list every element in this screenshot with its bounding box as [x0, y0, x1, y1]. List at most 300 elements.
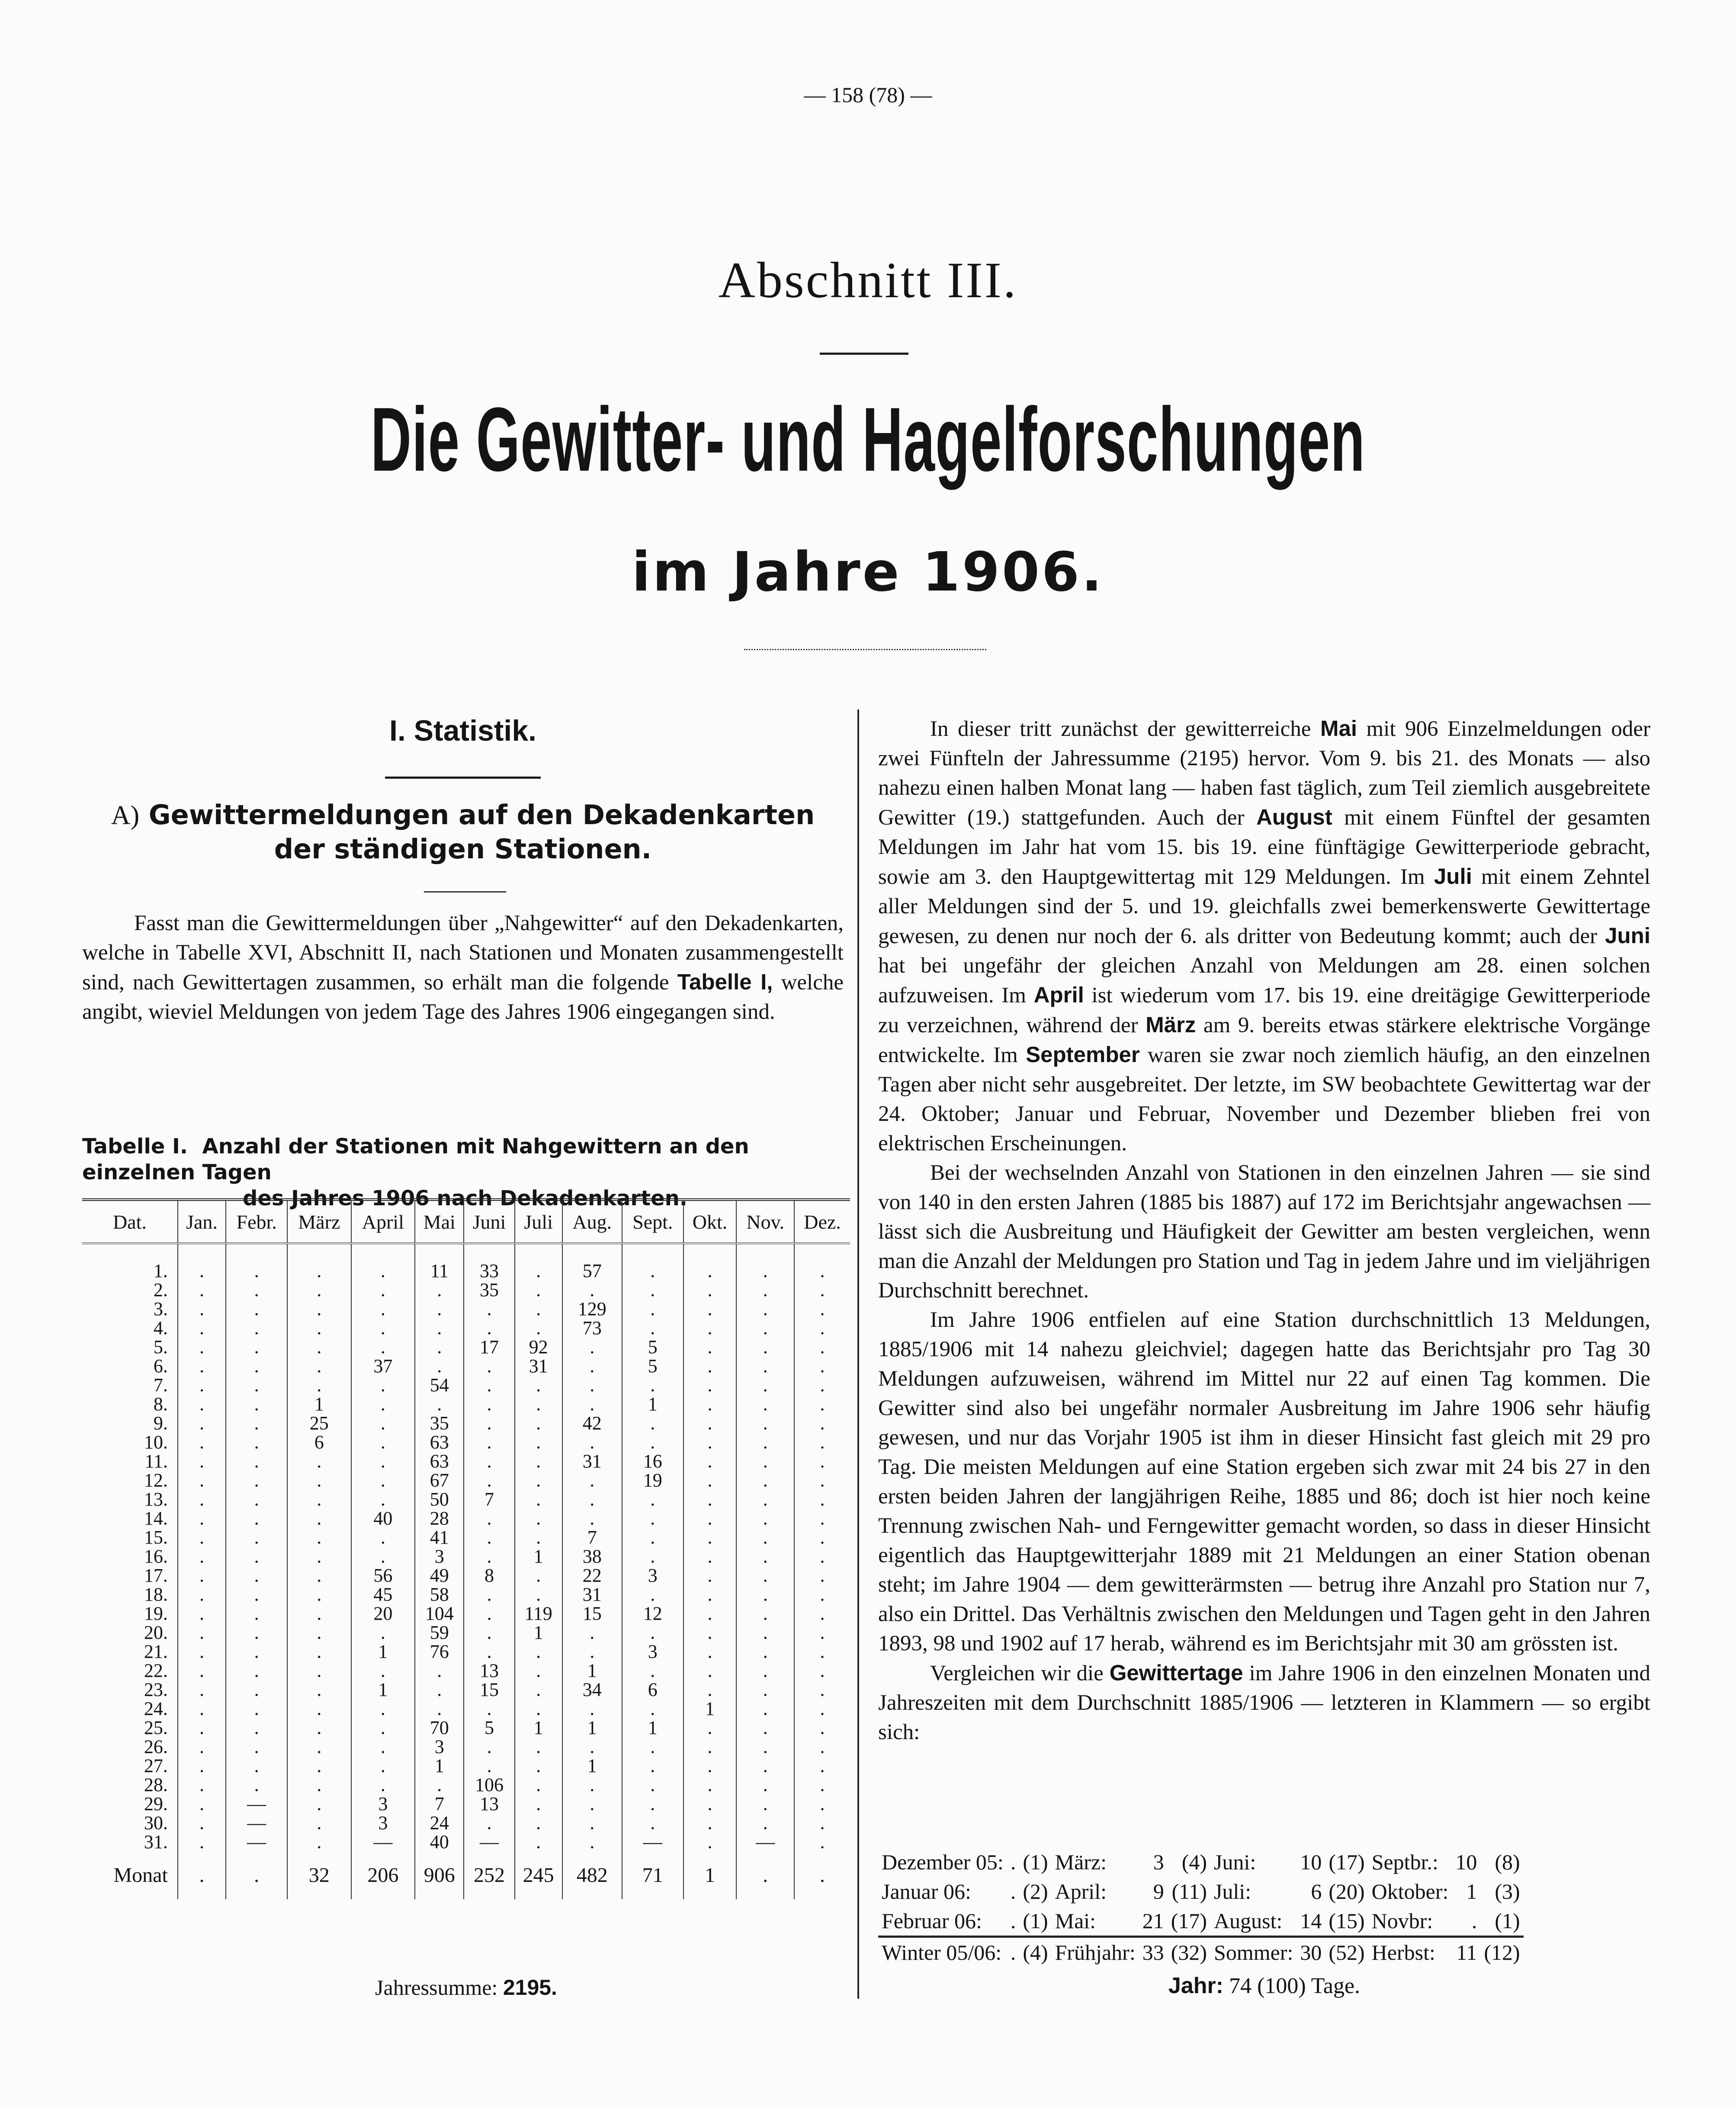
table-cell: . — [562, 1814, 622, 1833]
table-cell: 63 — [415, 1433, 464, 1452]
rule-under-section — [820, 353, 908, 355]
table-cell: . — [178, 1718, 226, 1737]
table-cell: . — [794, 1433, 850, 1452]
table-cell: . — [736, 1528, 794, 1547]
table-cell: . — [683, 1300, 737, 1319]
table-cell: . — [226, 1756, 287, 1775]
table-cell: . — [562, 1395, 622, 1414]
table-cell: . — [287, 1833, 351, 1852]
table-cell: 63 — [415, 1452, 464, 1471]
table-total-cell: Monat — [113, 1864, 168, 1887]
table-cell: . — [287, 1814, 351, 1833]
table-cell: . — [287, 1281, 351, 1300]
table-cell: . — [178, 1585, 226, 1604]
table-cell: 22 — [562, 1566, 622, 1585]
table-cell: . — [562, 1338, 622, 1357]
table-cell: . — [178, 1509, 226, 1528]
emphasis-term: August — [1256, 805, 1332, 829]
table-cell: . — [226, 1281, 287, 1300]
table-cell: . — [794, 1357, 850, 1376]
table-total-row — [82, 1852, 850, 1899]
table-cell: . — [464, 1547, 514, 1566]
emphasis-term: Juli — [1434, 864, 1472, 889]
table-cell: . — [622, 1814, 683, 1833]
table-cell: . — [736, 1604, 794, 1623]
table-cell: . — [736, 1319, 794, 1338]
page-subtitle: im Jahre 1906. — [632, 541, 1104, 604]
table-cell: . — [622, 1490, 683, 1509]
table-cell: . — [226, 1433, 287, 1452]
table-cell: . — [562, 1642, 622, 1661]
table-cell: . — [515, 1833, 562, 1852]
table-row — [82, 1737, 850, 1756]
table-cell: . — [226, 1395, 287, 1414]
comparison-label: Septbr.: — [1371, 1850, 1438, 1874]
comparison-mean: (12) — [1480, 1937, 1523, 1968]
comparison-mean: (3) — [1495, 1879, 1520, 1904]
table-cell: 92 — [515, 1338, 562, 1357]
daily-thunderstorm-table — [82, 1198, 850, 1899]
table-cell: . — [515, 1585, 562, 1604]
table-cell: . — [415, 1699, 464, 1718]
table-cell: . — [622, 1737, 683, 1756]
table-cell: . — [287, 1376, 351, 1395]
table-cell: 70 — [415, 1718, 464, 1737]
table-cell: 40 — [415, 1833, 464, 1852]
table-cell: . — [683, 1338, 737, 1357]
table-cell: . — [794, 1699, 850, 1718]
table-header-row — [82, 1200, 850, 1243]
table-cell: . — [287, 1319, 351, 1338]
table-cell: 22. — [144, 1660, 168, 1681]
table-cell: 35 — [464, 1281, 514, 1300]
comparison-mean: (2) — [1023, 1879, 1048, 1904]
table-cell: . — [736, 1471, 794, 1490]
table-cell: . — [178, 1490, 226, 1509]
table-cell: . — [178, 1414, 226, 1433]
comparison-value: . — [1010, 1850, 1016, 1874]
table-row — [82, 1490, 850, 1509]
table-cell: . — [287, 1699, 351, 1718]
table-row — [82, 1795, 850, 1814]
table-cell: . — [515, 1395, 562, 1414]
table-cell: . — [562, 1433, 622, 1452]
comparison-label: Herbst: — [1368, 1937, 1452, 1968]
table-cell: . — [415, 1680, 464, 1699]
comparison-value: 6 — [1311, 1879, 1322, 1904]
comparison-mean: (1) — [1495, 1909, 1520, 1933]
table-cell: . — [683, 1281, 737, 1300]
right-paragraph — [878, 1305, 1650, 1658]
table-cell: . — [415, 1281, 464, 1300]
table-cell: . — [794, 1338, 850, 1357]
table-cell: . — [515, 1319, 562, 1338]
table-cell: . — [736, 1395, 794, 1414]
table-cell: . — [736, 1376, 794, 1395]
table-total-cell: . — [736, 1852, 794, 1899]
table-body — [82, 1243, 850, 1899]
table-cell: 2. — [153, 1279, 168, 1300]
table-cell: . — [794, 1243, 850, 1281]
right-paragraph — [878, 714, 1650, 1158]
table-cell: — — [464, 1833, 514, 1852]
table-row — [82, 1433, 850, 1452]
table-cell: . — [794, 1795, 850, 1814]
table-cell: 1 — [415, 1756, 464, 1775]
table-cell: 15. — [144, 1527, 168, 1548]
year-sum-value: 2195. — [503, 1975, 557, 2000]
table-cell: . — [683, 1623, 737, 1642]
table-cell: 1 — [622, 1395, 683, 1414]
table-cell: . — [515, 1737, 562, 1756]
paragraph-text: mit 906 Einzelmeldungen oder zwei Fünfteln der Jahressumme (2195) hervor. Vom 9. bis 21. des Monats — also nahezu einen halben Monat lang — haben fast täglich, zum Teil ziemlich ausgebreitete Gewitter (19.) stattgefunden. Auch der — [878, 717, 1650, 830]
table-cell: . — [683, 1509, 737, 1528]
table-cell: . — [287, 1547, 351, 1566]
table-cell: 16 — [622, 1452, 683, 1471]
table-cell: . — [562, 1623, 622, 1642]
table-cell: . — [226, 1737, 287, 1756]
table-cell: . — [287, 1718, 351, 1737]
table-cell: 1 — [562, 1756, 622, 1775]
table-cell: . — [287, 1737, 351, 1756]
table-cell: 7 — [415, 1795, 464, 1814]
comparison-body — [878, 1847, 1524, 1967]
table-cell: 4. — [153, 1317, 168, 1339]
table-header-cell: Sept. — [622, 1200, 683, 1243]
table-cell: . — [464, 1737, 514, 1756]
table-cell: 41 — [415, 1528, 464, 1547]
table-cell: . — [794, 1319, 850, 1338]
table-cell: 31 — [515, 1357, 562, 1376]
table-cell: 3 — [351, 1795, 415, 1814]
table-cell: . — [178, 1281, 226, 1300]
table-cell: . — [794, 1833, 850, 1852]
comparison-label: Februar 06: — [882, 1909, 982, 1933]
table-cell: 17 — [464, 1338, 514, 1357]
table-cell: . — [178, 1814, 226, 1833]
table-total-cell: 245 — [515, 1852, 562, 1899]
table-cell: . — [226, 1509, 287, 1528]
table-cell: . — [683, 1376, 737, 1395]
comparison-label: Juni: — [1214, 1850, 1256, 1874]
statistics-heading: I. Statistik. — [389, 714, 537, 747]
table-header-cell: Juni — [464, 1200, 514, 1243]
table-cell: 106 — [464, 1775, 514, 1795]
table-total-cell: . — [794, 1852, 850, 1899]
table-cell: . — [794, 1661, 850, 1680]
table-cell: . — [683, 1642, 737, 1661]
table-cell: . — [464, 1319, 514, 1338]
table-cell: . — [515, 1433, 562, 1452]
table-cell: . — [226, 1243, 287, 1281]
table-row — [82, 1300, 850, 1319]
table-cell: 12. — [144, 1470, 168, 1491]
table-cell: 26. — [144, 1736, 168, 1757]
table-cell: 57 — [562, 1243, 622, 1281]
paragraph-text: Vergleichen wir die — [930, 1661, 1110, 1685]
table-cell: 29. — [144, 1793, 168, 1814]
table-cell: . — [515, 1680, 562, 1699]
table-cell: . — [226, 1680, 287, 1699]
comparison-value: . — [1010, 1909, 1016, 1933]
table-cell: . — [622, 1300, 683, 1319]
table-cell: . — [464, 1756, 514, 1775]
table-cell: . — [736, 1718, 794, 1737]
comparison-value: . — [1471, 1909, 1477, 1933]
table-cell: . — [683, 1528, 737, 1547]
table-cell: 3 — [415, 1737, 464, 1756]
table-cell: . — [736, 1661, 794, 1680]
table-cell: . — [351, 1737, 415, 1756]
table-row — [82, 1338, 850, 1357]
table-cell: . — [794, 1566, 850, 1585]
table-row — [82, 1243, 850, 1281]
table-cell: . — [794, 1775, 850, 1795]
table-cell: 31 — [562, 1452, 622, 1471]
table-cell: . — [415, 1395, 464, 1414]
intro-paragraph — [82, 909, 844, 1027]
comparison-label: April: — [1055, 1879, 1107, 1904]
table-cell: . — [351, 1376, 415, 1395]
table-cell: . — [683, 1490, 737, 1509]
table-row — [82, 1775, 850, 1795]
table-cell: . — [622, 1623, 683, 1642]
column-divider — [857, 709, 859, 1999]
comparison-value: . — [1010, 1879, 1016, 1904]
table-cell: . — [351, 1338, 415, 1357]
table-cell: . — [562, 1737, 622, 1756]
table-cell: 7 — [562, 1528, 622, 1547]
table-cell: . — [683, 1566, 737, 1585]
table-cell: . — [178, 1243, 226, 1281]
table-cell: . — [287, 1585, 351, 1604]
table-cell: . — [226, 1547, 287, 1566]
table-cell: . — [226, 1623, 287, 1642]
table-cell: . — [515, 1661, 562, 1680]
emphasis-term: September — [1026, 1042, 1140, 1067]
table-cell: . — [683, 1718, 737, 1737]
table-cell: . — [464, 1509, 514, 1528]
table-cell: . — [683, 1737, 737, 1756]
table-cell: . — [736, 1243, 794, 1281]
comparison-row — [878, 1877, 1524, 1906]
table-cell: 56 — [351, 1566, 415, 1585]
table-cell: . — [178, 1623, 226, 1642]
comparison-mean: (15) — [1328, 1909, 1365, 1933]
table-header-cell: Jan. — [178, 1200, 226, 1243]
table-cell: . — [683, 1680, 737, 1699]
table-cell: . — [736, 1699, 794, 1718]
comparison-label: Dezember 05: — [882, 1850, 1004, 1874]
table-cell: . — [562, 1699, 622, 1718]
table-cell: . — [287, 1357, 351, 1376]
table-cell: 5 — [622, 1338, 683, 1357]
table-cell: — — [226, 1795, 287, 1814]
table-cell: 6 — [622, 1680, 683, 1699]
right-paragraph — [878, 1158, 1650, 1305]
table-cell: . — [415, 1661, 464, 1680]
table-cell: . — [683, 1547, 737, 1566]
table-cell: 13 — [464, 1795, 514, 1814]
comparison-value: 11 — [1452, 1937, 1480, 1968]
table-cell: . — [622, 1281, 683, 1300]
paragraph-text: ist wiederum vom 17. bis 19. eine dreitägige Gewitterperiode zu verzeichnen, während der — [878, 983, 1650, 1037]
comparison-mean: (4) — [1019, 1937, 1051, 1968]
comparison-label: Januar 06: — [882, 1879, 971, 1904]
table-caption-line1: Anzahl der Stationen mit Nahgewittern an den einzelnen Tagen — [82, 1134, 749, 1185]
table-cell: . — [287, 1642, 351, 1661]
comparison-label: Mai: — [1055, 1909, 1096, 1933]
table-cell: 5 — [622, 1357, 683, 1376]
table-cell: . — [622, 1661, 683, 1680]
table-cell: . — [287, 1775, 351, 1795]
comparison-row — [878, 1847, 1524, 1877]
table-cell: 3 — [351, 1814, 415, 1833]
table-header-cell: Nov. — [736, 1200, 794, 1243]
table-cell: . — [562, 1281, 622, 1300]
table-cell: . — [415, 1357, 464, 1376]
page-number: — 158 (78) — — [804, 83, 932, 107]
table-header-cell: März — [287, 1200, 351, 1243]
table-cell: . — [683, 1452, 737, 1471]
table-cell: . — [622, 1585, 683, 1604]
rule-under-subsection — [424, 891, 506, 892]
table-cell: 35 — [415, 1414, 464, 1433]
table-cell: . — [351, 1756, 415, 1775]
subsection-label: A) — [111, 801, 140, 830]
table-cell: . — [351, 1243, 415, 1281]
table-cell: . — [736, 1623, 794, 1642]
table-cell: 25 — [287, 1414, 351, 1433]
comparison-mean: (17) — [1328, 1850, 1365, 1874]
comparison-mean: (11) — [1171, 1879, 1207, 1904]
table-cell: . — [351, 1775, 415, 1795]
comparison-label: Juli: — [1214, 1879, 1251, 1904]
section-heading: Abschnitt III. — [718, 252, 1018, 308]
table-cell: . — [622, 1775, 683, 1795]
table-cell: . — [515, 1642, 562, 1661]
comparison-mean: (20) — [1328, 1879, 1365, 1904]
table-cell: . — [794, 1547, 850, 1566]
paragraph-text: hat bei ungefähr der gleichen Anzahl von Meldungen am 28. einen solchen aufzuweisen. Im — [878, 953, 1650, 1008]
paragraph-text: Bei der wechselnden Anzahl von Stationen in den einzelnen Jahren — sie sind von 140 in den ersten Jahren (1885 bis 1887) auf 172 im Berichtsjahr angewachsen — lässt sich die Ausbreitung und Häufigkeit der Gewitter am besten vergleichen, wenn man die Anzahl der Meldungen pro Station und Tag in jedem Jahre und im vieljährigen Durchschnitt berechnet. — [878, 1161, 1650, 1303]
table-row — [82, 1814, 850, 1833]
table-cell: . — [683, 1433, 737, 1452]
table-cell: . — [622, 1756, 683, 1775]
table-cell: . — [178, 1737, 226, 1756]
table-cell: . — [736, 1680, 794, 1699]
paragraph-text: mit einem Fünftel der gesamten Meldungen im Jahr hat vom 15. bis 19. eine fünftägige Gewitterperiode gebracht, sowie am 3. den Hauptgewittertag mit 129 Meldungen. Im — [878, 806, 1650, 889]
table-row — [82, 1319, 850, 1338]
table-row — [82, 1566, 850, 1585]
paragraph-text: Im Jahre 1906 entfielen auf eine Station durchschnittlich 13 Meldungen, 1885/1906 mit 14 nahezu gleichviel; dagegen hatte das Berichtsjahr pro Tag 30 Meldungen aufzuweisen, während im Mittel nur 22 auf einen Tag kommen. Die Gewitter sind also bei ungefähr normaler Ausbreitung im Jahre 1906 sehr häufig gewesen, und nur das Vorjahr 1905 ist ihm in dieser Hinsicht fast gleich mit 29 pro Tag. Die meisten Meldungen auf eine Station ergeben sich zwar mit 24 bis 27 in den ersten beiden Jahren der langjährigen Reihe, 1885 und 86; doch ist hier noch keine Trennung zwischen Nah- und Ferngewitter gemacht worden, so dass in dieser Hinsicht eigentlich das Hauptgewitterjahr 1889 mit 21 Meldungen an einer Station obenan steht; im Jahre 1904 — dem gewitterärmsten — betrug ihre Anzahl pro Station nur 7, also ein Drittel. Das Verhältnis zwischen den Meldungen und Tagen geht in den Jahren 1893, 98 und 1902 auf 17 herab, während es im Berichtsjahr mit 30 am grössten ist. — [878, 1308, 1650, 1656]
table-cell: . — [226, 1376, 287, 1395]
table-cell: . — [515, 1376, 562, 1395]
intro-text-b: welche angibt, wieviel Meldungen von jedem Tage des Jahres 1906 eingegangen sind. — [82, 970, 844, 1024]
table-cell: — — [226, 1814, 287, 1833]
table-cell: . — [794, 1814, 850, 1833]
table-cell: 18. — [144, 1584, 168, 1605]
table-cell: 6. — [153, 1355, 168, 1377]
paragraph-text: am 9. bereits etwas stärkere elektrische Vorgänge entwickelte. Im — [878, 1013, 1650, 1067]
table-cell: 13 — [464, 1661, 514, 1680]
emphasis-term: März — [1146, 1012, 1196, 1037]
table-cell: . — [562, 1833, 622, 1852]
emphasis-term: Mai — [1320, 716, 1357, 741]
table-cell: 21. — [144, 1641, 168, 1662]
table-row — [82, 1547, 850, 1566]
table-cell: . — [736, 1490, 794, 1509]
table-row — [82, 1281, 850, 1300]
table-caption-line2: des Jahres 1906 nach Dekadenkarten. — [242, 1186, 687, 1210]
table-cell: . — [178, 1471, 226, 1490]
subsection-line2: der ständigen Stationen. — [274, 833, 652, 865]
table-cell: 6 — [287, 1433, 351, 1452]
table-cell: . — [794, 1756, 850, 1775]
comparison-label: Frühjahr: — [1052, 1937, 1139, 1968]
table-cell: . — [622, 1509, 683, 1528]
table-cell: . — [178, 1338, 226, 1357]
table-cell: 1 — [287, 1395, 351, 1414]
table-cell: . — [464, 1433, 514, 1452]
table-cell: 1 — [515, 1718, 562, 1737]
table-cell: . — [178, 1528, 226, 1547]
table-row — [82, 1414, 850, 1433]
table-cell: 3 — [622, 1642, 683, 1661]
table-cell: — — [226, 1833, 287, 1852]
table-cell: . — [415, 1319, 464, 1338]
table-cell: 42 — [562, 1414, 622, 1433]
table-cell: . — [464, 1623, 514, 1642]
table-cell: 1 — [515, 1547, 562, 1566]
table-cell: . — [351, 1718, 415, 1737]
table-cell: . — [226, 1528, 287, 1547]
table-cell: . — [287, 1452, 351, 1471]
table-cell: 3 — [622, 1566, 683, 1585]
table-cell: 1 — [351, 1642, 415, 1661]
table-cell: . — [683, 1243, 737, 1281]
table-cell: 54 — [415, 1376, 464, 1395]
table-cell: 76 — [415, 1642, 464, 1661]
table-caption-label: Tabelle I. — [82, 1134, 188, 1159]
table-cell: 58 — [415, 1585, 464, 1604]
table-cell: 24. — [144, 1698, 168, 1719]
table-total-cell: 1 — [683, 1852, 737, 1899]
table-cell: . — [226, 1566, 287, 1585]
table-total-cell: . — [226, 1852, 287, 1899]
table-cell: . — [794, 1718, 850, 1737]
table-cell: . — [794, 1604, 850, 1623]
comparison-label: März: — [1055, 1850, 1107, 1874]
table-cell: . — [794, 1509, 850, 1528]
table-cell: . — [226, 1661, 287, 1680]
table-cell: 10. — [144, 1432, 168, 1453]
table-cell: . — [736, 1737, 794, 1756]
table-cell: 15 — [464, 1680, 514, 1699]
table-cell: . — [736, 1642, 794, 1661]
table-cell: . — [351, 1490, 415, 1509]
table-cell: . — [736, 1566, 794, 1585]
table-cell: 15 — [562, 1604, 622, 1623]
comparison-mean: (4) — [1181, 1850, 1207, 1874]
table-cell: . — [287, 1528, 351, 1547]
right-column-text — [878, 714, 1650, 1747]
table-cell: . — [515, 1775, 562, 1795]
paragraph-text: mit einem Zehntel aller Meldungen sind der 5. und 19. gleichfalls zwei bemerkenswerte Gewittertage gewesen, zu denen nur noch der 6. als dritter von Bedeutung kommt; auch der — [878, 865, 1650, 948]
table-cell: . — [736, 1795, 794, 1814]
page-title: Die Gewitter- und Hagelforschungen — [370, 388, 1366, 490]
table-row — [82, 1376, 850, 1395]
